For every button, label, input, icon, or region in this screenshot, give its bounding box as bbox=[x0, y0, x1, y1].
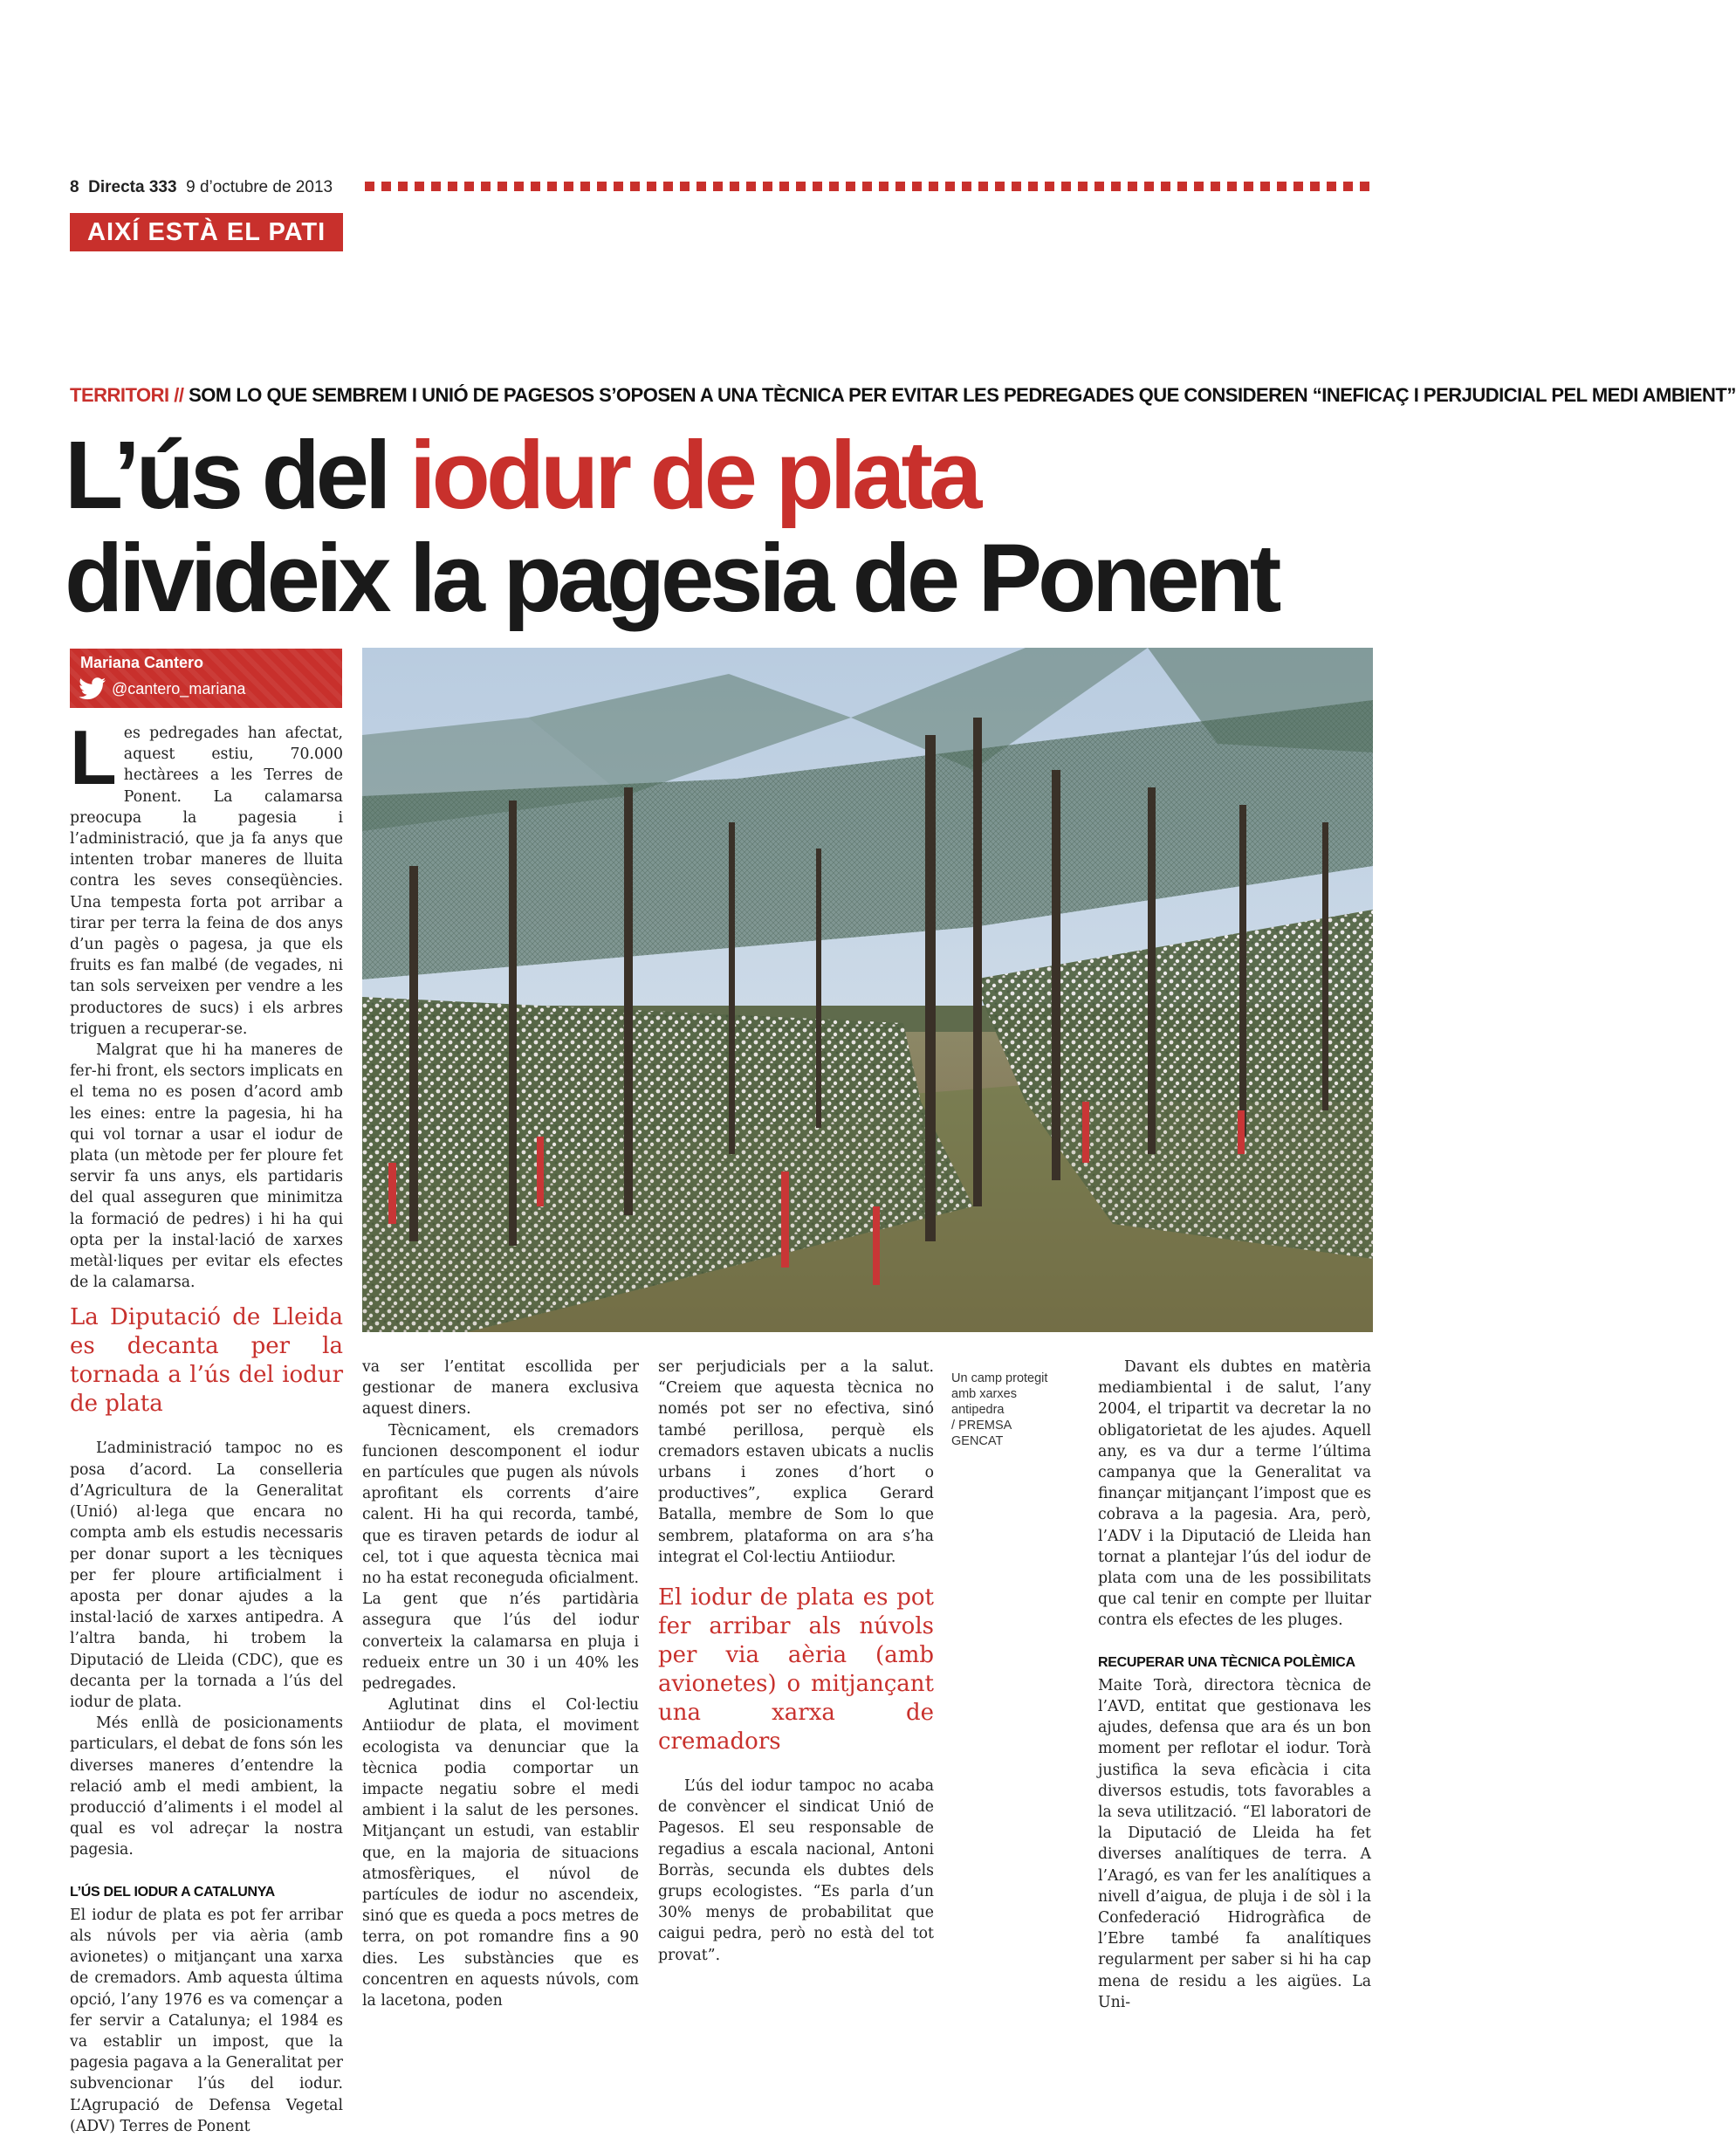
paragraph: L’ús del iodur tampoc no acaba de convèncer el sindicat Unió de Pagesos. El seu responsable de regadius a escala nacional, Antoni Borràs, secunda els dubtes dels grups ecologistes. “Es parla d’un 30% menys de probabilitat que caigui pedra, però no està del tot provat”. bbox=[658, 1777, 934, 1964]
paragraph: L’administració tampoc no es posa d’acord. La conselleria d’Agricultura de la Generalitat (Unió) al·lega que encara no compta amb els estudis necessaris per donar suport a les tècniques per fer ploure artificialment i aposta per donar ajudes a la instal·lació de xarxes antipedra. A l’altra banda, hi trobem la Diputació de Lleida (CDC), que es decanta per la tornada a l’ús del iodur de plata. bbox=[70, 1440, 343, 1711]
paragraph: ser perjudicials per a la salut. “Creiem que aquesta tècnica no només pot ser no efectiva, sinó també perillosa, perquè els cremadors estaven ubicats a nuclis urbans i zones d’hort o productives”, explica Gerard Batalla, membre de Som lo que sembrem, plataforma on ara s’ha integrat el Col·lectiu Antiiodur. bbox=[658, 1358, 934, 1566]
section-minihead: RECUPERAR UNA TÈCNICA POLÈMICA bbox=[1098, 1654, 1355, 1670]
paragraph: Les pedregades han afectat, aquest estiu, 70.000 hectàrees a les Terres de Ponent. La calamarsa preocupa la pagesia i l’administració, que ja fa anys que intenten trobar maneres de lluita contra les seves conseqüències. Una tempesta forta pot arribar a tirar per terra la feina de dos anys d’un pagès o pagesa, ja que els fruits es fan malbé (de vegades, ni tan sols serveixen per vendre a les productores de sucs) i els arbres triguen a recuperar-se. bbox=[70, 714, 343, 1038]
kicker-label: TERRITORI // bbox=[70, 384, 184, 406]
headline bbox=[65, 424, 1391, 630]
publication-name: Directa 333 bbox=[88, 178, 177, 196]
article-column-4 bbox=[1098, 1357, 1371, 2013]
orchard-photo bbox=[362, 648, 1373, 1332]
twitter-bird-icon bbox=[79, 677, 106, 700]
paragraph: Aglutinat dins el Col·lectiu Antiiodur de plata, el moviment ecologista va denunciar que la tècnica podia comportar un impacte negatiu sobre el medi ambient i la salut de les persones. Mitjançant un estudi, van establir que, en la majoria de situacions atmosfèriques, el núvol de partícules de iodur no ascendeix, sinó que es queda a pocs metres de terra, on pot romandre fins a 90 dies. Les substàncies que es concentren en aquests núvols, com la lacetona, poden bbox=[362, 1696, 639, 2010]
drop-cap: L bbox=[70, 714, 117, 801]
section-tag: AIXÍ ESTÀ EL PATI bbox=[70, 213, 343, 251]
header-divider bbox=[365, 182, 1370, 191]
article-column-1 bbox=[70, 714, 343, 2137]
paragraph: El iodur de plata es pot fer arribar als núvols per via aèria (amb avionetes) o mitjançant una xarxa de cremadors. Amb aquesta última opció, l’any 1976 es va començar a fer servir a Catalunya; el 1984 es va establir un impost, que la pagesia pagava a la Generalitat per subvencionar l’ús del iodur. L’Agrupació de Defensa Vegetal (ADV) Terres de Ponent bbox=[70, 1906, 343, 2135]
author-box bbox=[70, 649, 342, 708]
kicker-text: SOM LO QUE SEMBREM I UNIÓ DE PAGESOS S’OPOSEN A UNA TÈCNICA PER EVITAR LES PEDREGADES QUE CONSIDEREN “INEFICAÇ I PERJUDICIAL PEL MEDI AMBIENT” bbox=[183, 384, 1736, 406]
page-number: 8 bbox=[70, 178, 79, 196]
paragraph: Tècnicament, els cremadors funcionen descomponent el iodur en partícules que pugen als núvols aprofitant els corrents d’aire calent. Hi ha qui recorda, també, que es tiraven petards de iodur al cel, tot i que aquesta tècnica mai no ha estat reconeguda oficialment. La gent que n’és partidària assegura que l’ús del iodur converteix la calamarsa en pluja i redueix entre un 30 i un 40% les pedregades. bbox=[362, 1421, 639, 1694]
article-column-3 bbox=[658, 1357, 934, 1966]
paragraph: va ser l’entitat escollida per gestionar de manera exclusiva aquest diners. bbox=[362, 1358, 639, 1419]
subheading: El iodur de plata es pot fer arribar als núvols per via aèria (amb avionetes) o mitjançant una xarxa de cremadors bbox=[658, 1584, 934, 1756]
caption-line1: Un camp protegit bbox=[951, 1371, 1048, 1385]
caption-line3: / PREMSA GENCAT bbox=[951, 1419, 1012, 1448]
author-handle: @cantero_mariana bbox=[112, 680, 246, 697]
section-minihead: L’ÚS DEL IODUR A CATALUNYA bbox=[70, 1884, 275, 1900]
paragraph: Davant els dubtes en matèria mediambiental i de salut, l’any 2004, el tripartit va decretar la no obligatorietat de les ajudes. Aquell any, es va dur a terme l’última campanya que la Generalitat va finançar mitjançant l’impost que es cobrava a la pagesia. Ara, però, l’ADV i la Diputació de Lleida han tornat a plantejar l’ús del iodur de plata com una de les possibilitats que cal tenir en compte per lluitar contra els efectes de les pluges. bbox=[1098, 1358, 1371, 1630]
author-name: Mariana Cantero bbox=[80, 654, 204, 671]
article-column-2 bbox=[362, 1357, 639, 2011]
paragraph: Malgrat que hi ha maneres de fer-hi front, els sectors implicats en el tema no es posen d’acord amb les eines: entre la pagesia, hi ha qui vol tornar a usar el iodur de plata (un mètode per fer ploure fet servir fa uns anys, els partidaris del qual asseguren que minimitza la formació de pedres) i hi ha qui opta per la instal·lació de xarxes metàl·liques per evitar els efectes de la calamarsa. bbox=[70, 1041, 343, 1292]
headline-part1: L’ús del bbox=[65, 422, 410, 529]
paragraph: Més enllà de posicionaments particulars, el debat de fons són les diverses maneres d’entendre la relació amb el medi ambient, la producció d’aliments i el model al qual es vol adreçar la nostra pagesia. bbox=[70, 1714, 343, 1859]
issue-date: 9 d’octubre de 2013 bbox=[186, 178, 333, 196]
headline-highlight: iodur de plata bbox=[409, 422, 978, 529]
page-folio bbox=[70, 178, 333, 197]
kicker bbox=[70, 384, 1736, 407]
caption-line2: amb xarxes antipedra bbox=[951, 1387, 1017, 1417]
photo-caption bbox=[951, 1371, 1056, 1449]
headline-line2: divideix la pagesia de Ponent bbox=[65, 525, 1278, 632]
paragraph: Maite Torà, directora tècnica de l’AVD, entitat que gestionava les ajudes, defensa que ara és un bon moment per reflotar el iodur. Torà justifica la seva eficàcia i cita diversos estudis, tots favorables a la seva utilització. “El laboratori de la Diputació de Lleida ha fet diverses analítiques de terra. A l’Aragó, es van fer les analítiques a nivell d’aigua, de pluja i de sòl i la Confederació Hidrogràfica de l’Ebre també fa analítiques regularment per saber si hi ha cap mena de residu a les aigües. La Uni- bbox=[1098, 1676, 1371, 2011]
subheading: La Diputació de Lleida es decanta per la tornada a l’ús del iodur de plata bbox=[70, 1304, 343, 1418]
